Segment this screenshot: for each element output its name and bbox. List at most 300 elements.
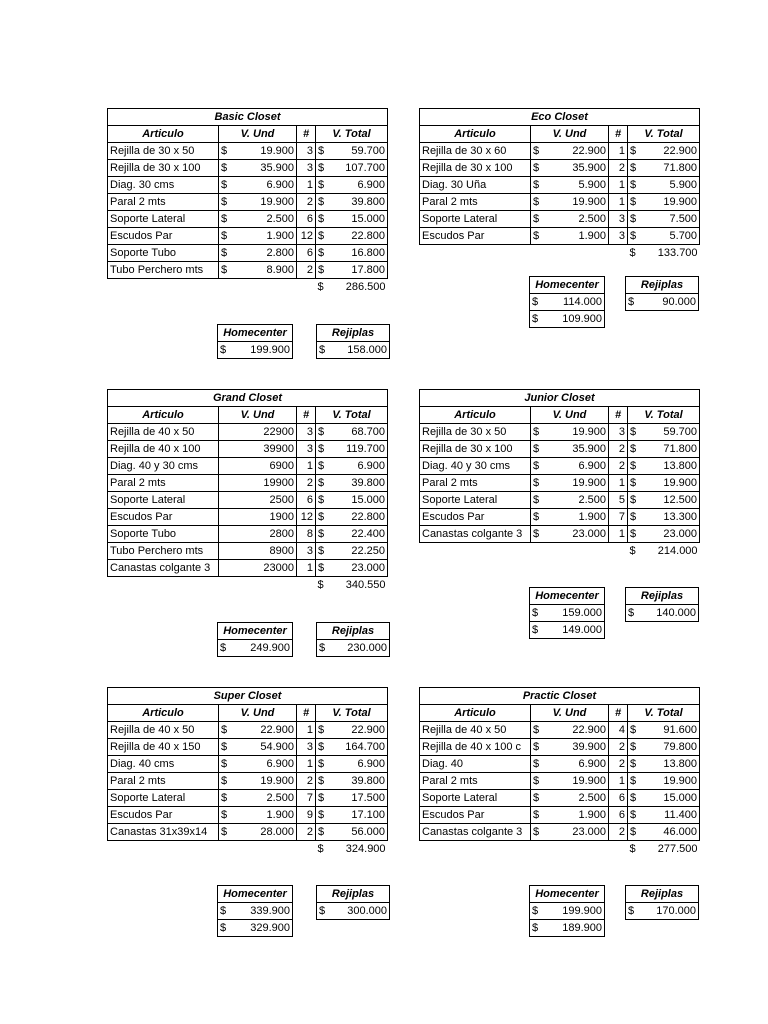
grand-total-value: 214.000: [657, 545, 698, 558]
qty-cell: 3: [609, 211, 628, 228]
table-row: [108, 560, 388, 577]
vund-cell: 19900: [219, 475, 297, 492]
qty-cell: 3: [297, 160, 316, 177]
rejiplas-prices: [316, 885, 390, 920]
vtotal-cell-value: 13.800: [663, 460, 698, 472]
homecenter-prices-price: [530, 311, 605, 328]
currency-sign: $: [318, 213, 325, 225]
vund-cell: [531, 177, 609, 194]
homecenter-prices-price-value: 159.000: [562, 607, 602, 619]
table-row: [108, 228, 388, 245]
homecenter-prices-label: Homecenter: [218, 324, 293, 341]
qty-cell: 7: [609, 509, 628, 526]
qty-cell: 1: [609, 143, 628, 160]
vund-cell-value: 35.900: [572, 443, 606, 455]
column-header-vund: V. Und: [531, 407, 609, 424]
articulo-cell: Canastas 31x39x14: [108, 824, 219, 841]
vtotal-cell: [628, 475, 700, 492]
articulo-cell: Diag. 40 cms: [108, 756, 219, 773]
articulo-cell: Rejilla de 30 x 50: [420, 424, 531, 441]
articulo-cell: Escudos Par: [420, 509, 531, 526]
rejiplas-prices-label: Rejiplas: [626, 886, 699, 903]
currency-sign: $: [318, 443, 325, 455]
vund-cell: 23000: [219, 560, 297, 577]
articulo-cell: Rejilla de 30 x 60: [420, 143, 531, 160]
homecenter-prices: [217, 324, 293, 359]
rejiplas-prices-label: Rejiplas: [317, 623, 390, 640]
vund-cell-value: 2.500: [266, 792, 294, 804]
vtotal-cell-value: 13.800: [663, 758, 697, 770]
price-row: [530, 294, 605, 311]
closet-block-eco: [419, 108, 700, 261]
table-row: [420, 773, 700, 790]
rejiplas-prices: [316, 622, 390, 657]
currency-sign: $: [319, 905, 326, 917]
currency-sign: $: [630, 809, 637, 821]
currency-sign: $: [318, 179, 325, 191]
currency-sign: $: [318, 741, 325, 753]
price-row: [626, 903, 699, 920]
homecenter-prices: [529, 276, 605, 328]
vtotal-cell: [316, 722, 388, 739]
vtotal-cell: [316, 211, 388, 228]
vtotal-cell-value: 59.700: [351, 145, 386, 157]
articulo-cell: Diag. 40 y 30 cms: [108, 458, 219, 475]
vund-cell: [219, 245, 297, 262]
vund-cell: [531, 475, 609, 492]
articulo-cell: Soporte Tubo: [108, 245, 219, 262]
currency-sign: $: [533, 162, 540, 174]
qty-cell: 6: [297, 492, 316, 509]
table-row: [108, 245, 388, 262]
grand-total: [316, 279, 388, 296]
vtotal-cell-value: 71.800: [663, 162, 698, 174]
vund-cell: [531, 722, 609, 739]
vund-cell-value: 23.000: [572, 826, 606, 838]
price-row: [530, 920, 605, 937]
currency-sign: $: [319, 642, 326, 655]
vund-cell: [531, 228, 609, 245]
articulo-cell: Soporte Lateral: [420, 790, 531, 807]
price-row: [218, 640, 293, 657]
articulo-cell: Rejilla de 40 x 150: [108, 739, 219, 756]
homecenter-prices-price-value: 339.900: [250, 905, 290, 917]
vund-cell-value: 19.900: [260, 145, 294, 157]
vund-cell-value: 6.900: [266, 758, 294, 770]
articulo-cell: Paral 2 mts: [420, 773, 531, 790]
currency-sign: $: [630, 443, 637, 455]
vtotal-cell-value: 39.800: [351, 775, 386, 787]
vtotal-cell-value: 22.250: [351, 545, 386, 557]
rejiplas-prices-price: [626, 294, 699, 311]
qty-cell: 2: [297, 194, 316, 211]
vtotal-cell: [316, 807, 388, 824]
currency-sign: $: [533, 775, 540, 787]
vund-cell-value: 2.500: [578, 792, 606, 804]
grand-total-value: 340.550: [345, 579, 386, 592]
title-row: [420, 390, 700, 407]
vtotal-cell-value: 56.000: [351, 826, 386, 838]
currency-sign: $: [221, 162, 228, 174]
table-row: [108, 790, 388, 807]
closet-block-junior: [419, 389, 700, 559]
column-header-vtotal: V. Total: [628, 126, 700, 143]
vund-cell: [531, 807, 609, 824]
vund-cell: [219, 790, 297, 807]
table-row: [420, 722, 700, 739]
rejiplas-prices-price-value: 300.000: [347, 905, 387, 917]
vtotal-cell: [628, 211, 700, 228]
closet-table: [419, 108, 700, 261]
vund-cell: 6900: [219, 458, 297, 475]
currency-sign: $: [630, 724, 637, 736]
homecenter-prices-price: [218, 920, 293, 937]
currency-sign: $: [221, 775, 228, 787]
currency-sign: $: [317, 281, 324, 294]
currency-sign: $: [318, 145, 325, 157]
vund-cell-value: 22.900: [572, 145, 606, 157]
currency-sign: $: [533, 460, 540, 472]
currency-sign: $: [318, 562, 325, 574]
vund-cell-value: 35.900: [260, 162, 294, 174]
vund-cell: [219, 211, 297, 228]
currency-sign: $: [318, 460, 325, 472]
closet-table: [107, 687, 388, 857]
currency-sign: $: [221, 741, 228, 753]
vtotal-cell-value: 164.700: [345, 741, 386, 753]
vtotal-cell-value: 22.400: [351, 528, 386, 540]
articulo-cell: Tubo Perchero mts: [108, 543, 219, 560]
table-row: [108, 807, 388, 824]
currency-sign: $: [533, 511, 540, 523]
qty-cell: 1: [297, 458, 316, 475]
vtotal-cell-value: 17.100: [351, 809, 386, 821]
vund-cell-value: 1.900: [266, 230, 294, 242]
table-row: [108, 194, 388, 211]
qty-cell: 2: [609, 160, 628, 177]
qty-cell: 1: [609, 177, 628, 194]
currency-sign: $: [533, 145, 540, 157]
vtotal-cell-value: 107.700: [345, 162, 386, 174]
currency-sign: $: [318, 196, 325, 208]
articulo-cell: Canastas colgante 3: [420, 824, 531, 841]
qty-cell: 2: [609, 739, 628, 756]
table-row: [420, 739, 700, 756]
header-row: [108, 126, 388, 143]
qty-cell: 6: [297, 211, 316, 228]
rejiplas-prices-price: [317, 341, 390, 358]
vund-cell-value: 5.900: [578, 179, 606, 191]
rejiplas-prices-label: Rejiplas: [626, 277, 699, 294]
homecenter-prices-label: Homecenter: [530, 886, 605, 903]
price-row: [530, 311, 605, 328]
vund-cell: [531, 160, 609, 177]
vtotal-cell: [316, 790, 388, 807]
qty-cell: 2: [609, 458, 628, 475]
closet-title: Practic Closet: [420, 688, 700, 705]
homecenter-prices-label: Homecenter: [530, 277, 605, 294]
column-header-qty: #: [609, 407, 628, 424]
vtotal-cell-value: 22.800: [351, 230, 386, 242]
homecenter-prices: [217, 622, 293, 657]
vund-cell: [219, 824, 297, 841]
vtotal-cell: [316, 194, 388, 211]
homecenter-prices-price-value: 149.000: [562, 624, 602, 636]
vtotal-cell-value: 23.000: [351, 562, 386, 574]
articulo-cell: Canastas colgante 3: [420, 526, 531, 543]
vtotal-cell: [316, 560, 388, 577]
qty-cell: 2: [297, 773, 316, 790]
price-row: [317, 640, 390, 657]
currency-sign: $: [533, 809, 540, 821]
column-header-qty: #: [297, 126, 316, 143]
qty-cell: 6: [297, 245, 316, 262]
currency-sign: $: [533, 196, 540, 208]
vtotal-cell-value: 16.800: [351, 247, 386, 259]
vtotal-cell: [628, 756, 700, 773]
vtotal-cell: [316, 543, 388, 560]
currency-sign: $: [630, 741, 637, 753]
vund-cell: [219, 143, 297, 160]
currency-sign: $: [221, 145, 228, 157]
currency-sign: $: [318, 511, 325, 523]
table-row: [420, 790, 700, 807]
vtotal-cell-value: 5.900: [669, 179, 698, 191]
vtotal-cell: [316, 424, 388, 441]
vund-cell-value: 1.900: [578, 809, 606, 821]
grand-total: [316, 841, 388, 858]
vund-cell-value: 2.800: [266, 247, 294, 259]
vund-cell-value: 6.900: [578, 758, 606, 770]
vund-cell-value: 28.000: [260, 826, 294, 838]
table-row: [108, 424, 388, 441]
articulo-cell: Soporte Lateral: [420, 211, 531, 228]
currency-sign: $: [630, 426, 637, 438]
vund-cell: [531, 509, 609, 526]
vtotal-cell-value: 6.900: [357, 179, 386, 191]
closet-block-super: [107, 687, 388, 857]
vtotal-cell: [628, 824, 700, 841]
vund-cell-value: 19.900: [260, 196, 294, 208]
currency-sign: $: [630, 775, 637, 787]
homecenter-prices-price: [530, 920, 605, 937]
vtotal-cell: [628, 509, 700, 526]
currency-sign: $: [318, 826, 325, 838]
currency-sign: $: [630, 792, 637, 804]
vtotal-cell-value: 39.800: [351, 196, 386, 208]
currency-sign: $: [533, 179, 540, 191]
vtotal-cell: [628, 492, 700, 509]
articulo-cell: Soporte Tubo: [108, 526, 219, 543]
vund-cell: [531, 424, 609, 441]
vtotal-cell-value: 6.900: [357, 758, 386, 770]
vtotal-cell: [628, 177, 700, 194]
vund-cell-value: 19.900: [572, 196, 606, 208]
vtotal-cell-value: 91.600: [663, 724, 697, 736]
price-row: [626, 605, 699, 622]
vtotal-cell: [316, 526, 388, 543]
table-row: [108, 509, 388, 526]
articulo-cell: Canastas colgante 3: [108, 560, 219, 577]
currency-sign: $: [629, 545, 636, 558]
vtotal-cell: [628, 807, 700, 824]
articulo-cell: Rejilla de 40 x 100 c: [420, 739, 531, 756]
column-header-qty: #: [297, 407, 316, 424]
qty-cell: 6: [609, 807, 628, 824]
rejiplas-prices: [625, 885, 699, 920]
articulo-cell: Escudos Par: [108, 807, 219, 824]
column-header-qty: #: [297, 705, 316, 722]
vund-cell-value: 1.900: [578, 511, 606, 523]
table-row: [108, 756, 388, 773]
currency-sign: $: [221, 230, 228, 242]
currency-sign: $: [630, 528, 637, 540]
table-row: [420, 458, 700, 475]
qty-cell: 3: [609, 424, 628, 441]
vtotal-cell-value: 22.800: [351, 511, 386, 523]
vtotal-cell: [628, 773, 700, 790]
vtotal-cell: [316, 773, 388, 790]
table-row: [420, 194, 700, 211]
rejiplas-prices: [625, 587, 699, 622]
qty-cell: 2: [609, 756, 628, 773]
closet-title: Junior Closet: [420, 390, 700, 407]
articulo-cell: Rejilla de 40 x 50: [108, 424, 219, 441]
vtotal-cell-value: 5.700: [669, 230, 698, 242]
homecenter-prices-price: [530, 605, 605, 622]
column-header-vtotal: V. Total: [316, 126, 388, 143]
currency-sign: $: [317, 579, 324, 592]
grand-total-value: 277.500: [657, 843, 698, 856]
articulo-cell: Rejilla de 40 x 50: [420, 722, 531, 739]
qty-cell: 1: [609, 475, 628, 492]
vund-cell-value: 19.900: [572, 426, 606, 438]
column-header-vund: V. Und: [531, 126, 609, 143]
vtotal-cell-value: 79.800: [663, 741, 697, 753]
total-row: [420, 841, 700, 858]
vtotal-cell-value: 19.900: [663, 775, 697, 787]
vtotal-cell: [628, 458, 700, 475]
table-row: [420, 526, 700, 543]
price-row: [626, 294, 699, 311]
price-row: [317, 341, 390, 358]
vund-cell: [219, 262, 297, 279]
vtotal-cell-value: 15.000: [351, 494, 386, 506]
table-row: [108, 475, 388, 492]
closet-title: Grand Closet: [108, 390, 388, 407]
articulo-cell: Escudos Par: [420, 228, 531, 245]
currency-sign: $: [630, 494, 637, 506]
grand-total: [628, 841, 700, 858]
column-header-vtotal: V. Total: [316, 407, 388, 424]
column-header-articulo: Articulo: [108, 705, 219, 722]
currency-sign: $: [630, 196, 637, 208]
qty-cell: 5: [609, 492, 628, 509]
homecenter-prices-price: [530, 294, 605, 311]
vtotal-cell: [316, 756, 388, 773]
currency-sign: $: [533, 213, 540, 225]
column-header-vtotal: V. Total: [316, 705, 388, 722]
currency-sign: $: [533, 758, 540, 770]
table-row: [420, 492, 700, 509]
currency-sign: $: [628, 905, 635, 917]
vund-cell: [219, 177, 297, 194]
table-row: [420, 424, 700, 441]
currency-sign: $: [630, 230, 637, 242]
qty-cell: 3: [297, 739, 316, 756]
qty-cell: 1: [297, 177, 316, 194]
vund-cell-value: 23.000: [572, 528, 606, 540]
qty-cell: 3: [297, 441, 316, 458]
table-row: [108, 526, 388, 543]
vund-cell-value: 22.900: [260, 724, 294, 736]
vund-cell: [219, 722, 297, 739]
price-row: [530, 903, 605, 920]
title-row: [108, 109, 388, 126]
homecenter-prices: [217, 885, 293, 937]
articulo-cell: Diag. 40: [420, 756, 531, 773]
table-row: [420, 211, 700, 228]
vtotal-cell: [628, 526, 700, 543]
column-header-articulo: Articulo: [420, 126, 531, 143]
header-row: [420, 705, 700, 722]
column-header-vund: V. Und: [531, 705, 609, 722]
price-row: [218, 903, 293, 920]
table-row: [108, 211, 388, 228]
table-row: [108, 143, 388, 160]
closet-table: [107, 108, 388, 295]
articulo-cell: Tubo Perchero mts: [108, 262, 219, 279]
vtotal-cell-value: 46.000: [663, 826, 697, 838]
homecenter-prices-label: Homecenter: [218, 886, 293, 903]
currency-sign: $: [318, 162, 325, 174]
articulo-cell: Diag. 30 Uña: [420, 177, 531, 194]
articulo-cell: Paral 2 mts: [108, 194, 219, 211]
vund-cell: [531, 492, 609, 509]
homecenter-prices-price: [218, 341, 293, 358]
vund-cell-value: 1.900: [578, 230, 606, 242]
price-row: [218, 920, 293, 937]
column-header-articulo: Articulo: [420, 705, 531, 722]
closet-block-grand: [107, 389, 388, 593]
currency-sign: $: [630, 826, 637, 838]
table-row: [108, 492, 388, 509]
vund-cell: [219, 194, 297, 211]
table-row: [420, 824, 700, 841]
rejiplas-prices-price-value: 140.000: [656, 607, 696, 619]
vtotal-cell: [316, 228, 388, 245]
qty-cell: 12: [297, 509, 316, 526]
currency-sign: $: [318, 247, 325, 259]
currency-sign: $: [221, 247, 228, 259]
rejiplas-prices-price-value: 170.000: [656, 905, 696, 917]
articulo-cell: Rejilla de 30 x 50: [108, 143, 219, 160]
homecenter-prices: [529, 885, 605, 937]
currency-sign: $: [220, 922, 227, 934]
currency-sign: $: [221, 213, 228, 225]
qty-cell: 2: [609, 441, 628, 458]
rejiplas-prices-label: Rejiplas: [317, 886, 390, 903]
vund-cell-value: 19.900: [260, 775, 294, 787]
vund-cell-value: 39.900: [572, 741, 606, 753]
closet-block-practic: [419, 687, 700, 857]
currency-sign: $: [318, 528, 325, 540]
currency-sign: $: [221, 264, 228, 276]
currency-sign: $: [533, 792, 540, 804]
vund-cell: 39900: [219, 441, 297, 458]
currency-sign: $: [630, 213, 637, 225]
vtotal-cell: [316, 160, 388, 177]
